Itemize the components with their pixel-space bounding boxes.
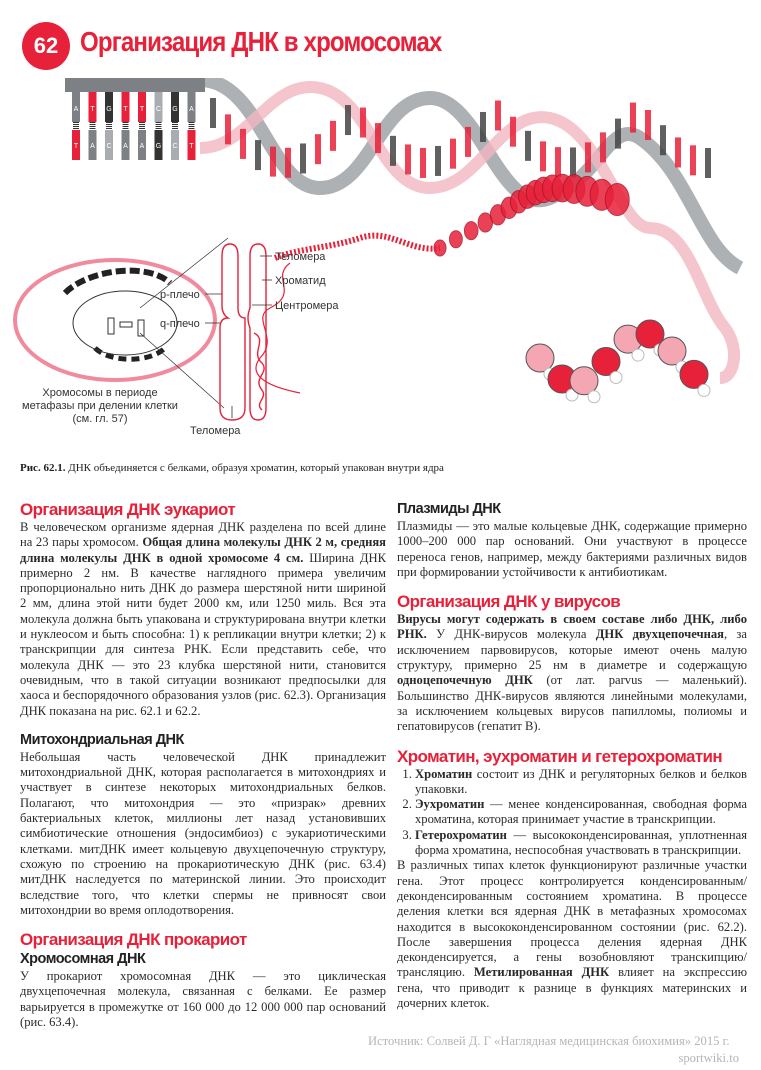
label-centromere: Центромера xyxy=(275,300,339,312)
base-pair-rung xyxy=(420,148,426,178)
base-pair-rung xyxy=(660,125,666,155)
base-letter: T xyxy=(189,143,194,150)
label-p-arm: p-плечо xyxy=(160,289,200,301)
label-telomere-bottom: Теломера xyxy=(190,425,241,437)
definition: — менее конденсированная, свободная форма хроматина, которая принимает участие в транскрипции. xyxy=(415,797,747,827)
list-item xyxy=(415,797,747,828)
base-letter: A xyxy=(123,143,128,150)
list-item xyxy=(415,767,747,798)
base-pair-rung xyxy=(255,140,261,170)
base-letter: T xyxy=(139,106,145,113)
base-letter: T xyxy=(90,106,95,113)
heading-chromatin: Хроматин, эухроматин и гетерохроматин xyxy=(397,746,723,766)
paragraph-mitochondrial: Небольшая часть человеческой ДНК принадлежит митохондриальной ДНК, которая располагается в митохондриях и участвует в синтезе некоторых митохондриальных белков. Полагают, что митохондрия — это «призрак» древних бактериальных клеток, миллионы лет назад установивших симбиотические отношения (эндосимбиоз) с эукариотическими клетками. митДНК имеет кольцевую двухцепочечную структуру, схожую по строению на прокариотическую ДНК (рис. 63.4) митДНК наследуется по материнской линии. Это происходит вследствие того, что клетки спермы не привносят свои митохондрии во время оплодотворения. xyxy=(20,749,386,917)
text: Ширина ДНК примерно 2 нм. В качестве наглядного примера увеличим пропорционально нить ДНК до размера шерстяной нити шириной 2 мм, длина этой нити будет 2000 км, или 1250 миль. Вся эта молекула должна быть упакована и структурирована внутри клетки и нуклеосом и быть способна: 1) к репликации внутри клетки; 2) к транскрипции для синтеза РНК. Если представить себе, что молекула ДНК — это 23 клубка шерстяной нити, становится очевидным, что в такой ситуации возникают предпосылки для хаоса и беспорядочного образования узлов (рис. 62.3). Организация ДНК показана на рис. 62.1 и 62.2. xyxy=(20,550,386,718)
paragraph-chromatin xyxy=(397,858,747,1011)
heading-chromosomal-dna: Хромосомная ДНК xyxy=(20,951,146,968)
base-pair-rung xyxy=(315,134,321,164)
paragraph-eukaryote xyxy=(20,520,386,719)
base-pair-rung xyxy=(300,143,306,173)
base-letter: A xyxy=(90,143,95,150)
heading-mitochondrial-dna: Митохондриальная ДНК xyxy=(20,731,184,748)
base-pair-rung xyxy=(630,103,636,133)
heading-prokaryote-dna: Организация ДНК прокариот xyxy=(20,930,247,950)
bold-text: одноцепочечную ДНК xyxy=(397,673,533,688)
nucleosome-chain xyxy=(434,174,710,403)
text: (от лат. parvus — маленький). Большинство ДНК-вирусов являются линейными молекулами, за исключением кольцевых вирусов папилломы, полиомы и гепатовирусов (гепатит В). xyxy=(397,673,747,734)
base-pair-rung xyxy=(435,146,441,176)
nucleosome xyxy=(464,222,478,240)
base-pair-rung xyxy=(285,148,291,178)
base-pair-rung xyxy=(705,148,711,178)
linker-bead xyxy=(698,384,710,396)
base-pair-rung xyxy=(375,123,381,153)
label-q-arm: q-плечо xyxy=(160,318,200,330)
base-letter: A xyxy=(139,143,145,150)
base-pair-rung xyxy=(270,147,276,177)
right-column xyxy=(397,500,747,1011)
list-item xyxy=(415,828,747,859)
nucleosome xyxy=(605,183,629,215)
cell-caption-line2: метафазы при делении клетки xyxy=(22,400,178,412)
definition: — высококонденсированная, уплотненная форма хроматина, неспособная участвовать в транскрипции. xyxy=(415,827,747,858)
text: влияет на экспрессию гена, что приводит к разнице в функциях материнских и дочерних клеток. xyxy=(397,965,747,1011)
bold-text: Общая длина молекулы ДНК 2 м, средняя длина молекулы ДНК в одной хромосоме 4 см. xyxy=(20,535,386,565)
term: Гетерохроматин xyxy=(415,827,507,842)
linker-bead xyxy=(610,372,622,384)
nucleosome xyxy=(449,231,462,248)
bold-text: Метилированная ДНК xyxy=(473,965,610,980)
base-letter: C xyxy=(106,143,112,150)
base-pair-rung xyxy=(675,137,681,167)
chapter-number-badge: 62 xyxy=(22,22,70,70)
base-pair-rung xyxy=(690,145,696,175)
base-pair-rung xyxy=(330,121,336,151)
base-pair-rung xyxy=(345,105,351,135)
base-letter: T xyxy=(123,106,128,113)
base-pair-rung xyxy=(570,147,576,177)
base-pair-rung xyxy=(405,144,411,174)
figure-caption xyxy=(20,462,444,474)
term: Хроматин xyxy=(415,766,473,781)
base-letter: C xyxy=(172,143,178,150)
figure-caption-ref: Рис. 62.1. xyxy=(20,462,66,474)
linker-bead xyxy=(632,349,644,361)
base-pair-rung xyxy=(585,142,591,172)
cell-caption-line1: Хромосомы в периоде xyxy=(42,387,158,399)
base-letter: C xyxy=(155,106,162,113)
text: , за исключением парвовирусов, которые имеют очень малую структуру, примерно 25 нм в диаметре и содержащую xyxy=(397,627,747,673)
paragraph-virus xyxy=(397,612,747,734)
heading-plasmid-dna: Плазмиды ДНК xyxy=(397,501,501,517)
base-pair-rung xyxy=(360,108,366,138)
dna-backbone xyxy=(65,78,205,92)
base-pair-rung xyxy=(225,114,231,144)
base-pair-rung xyxy=(480,112,486,142)
base-pair-rung xyxy=(600,132,606,162)
text: У ДНК-вирусов молекула xyxy=(426,627,596,642)
base-pair-rung xyxy=(495,101,501,131)
left-column xyxy=(20,500,386,1030)
term: Эухроматин xyxy=(415,797,485,812)
base-pair-rung xyxy=(465,127,471,157)
text: В человеческом организме ядерная ДНК разделена по всей длине на 23 пары хромосом. xyxy=(20,520,386,550)
base-letter: A xyxy=(73,106,79,113)
bold-text: ДНК двухцепочечная xyxy=(595,627,724,642)
label-chromatid: Хроматид xyxy=(275,275,326,287)
linker-bead xyxy=(588,391,600,403)
dna-organization-figure xyxy=(0,78,761,458)
source-citation: Источник: Солвей Д. Г «Наглядная медицинская биохимия» 2015 г. xyxy=(368,1034,730,1048)
base-letter: G xyxy=(172,106,178,113)
base-pair-rung xyxy=(540,141,546,171)
page-title: Организация ДНК в хромосомах xyxy=(80,26,442,57)
base-pair-rung xyxy=(525,131,531,161)
definition: состоит из ДНК и регуляторных белков и белков упаковки. xyxy=(415,766,747,796)
base-pair-rung xyxy=(240,129,246,159)
base-letter: T xyxy=(73,143,79,150)
base-pair-rung xyxy=(615,119,621,149)
chromatin-list xyxy=(397,767,747,859)
base-pair-rung xyxy=(510,117,516,147)
paragraph-plasmid: Плазмиды — это малые кольцевые ДНК, содержащие примерно 1000–200 000 пар оснований. Они участвуют в процессе переноса генов, например, между бактериями различных видов при формировании устойчивости к антибиотикам. xyxy=(397,519,747,579)
heading-virus-dna: Организация ДНК у вирусов xyxy=(397,592,621,612)
cell-caption-line3: (см. гл. 57) xyxy=(72,413,128,425)
label-telomere-top: Теломера xyxy=(275,251,326,263)
site-watermark: sportwiki.to xyxy=(678,1051,739,1065)
base-letter: A xyxy=(189,106,194,113)
base-pair-rung xyxy=(390,136,396,166)
base-pair-rung xyxy=(450,139,456,169)
figure-caption-text: ДНК объединяется с белками, образуя хроматин, который упакован внутри ядра xyxy=(65,462,444,474)
bold-text: Вирусы могут содержать в своем составе либо ДНК, либо РНК. xyxy=(397,612,747,642)
paragraph-chromosomal: У прокариот хромосомная ДНК — это циклическая двухцепочечная молекула, связанная с белками. Ее размер варьируется в промежутке от 160 000 до 12 000 000 пар оснований (рис. 63.4). xyxy=(20,969,386,1030)
chromosome-illustration xyxy=(220,244,266,420)
base-letter: G xyxy=(155,143,162,150)
base-pair-rung xyxy=(645,110,651,140)
base-pair-rung xyxy=(210,98,216,128)
base-letter: G xyxy=(106,106,112,113)
heading-eukaryote-dna: Организация ДНК эукариот xyxy=(20,500,236,519)
text: В различных типах клеток функционируют различные участки гена. Этот процесс контролируется конденсированным/деконденсированным состоянием хроматина. В процессе деления клетки вся ядерная ДНК в метафазных хромосомах находится в высококонденсированном состоянии (рис. 62.2). После завершения процесса деления ядерная ДНК деконденсируется, а гены возобновляют транскипцию/трансляцию. xyxy=(397,858,747,980)
base-pair-rung xyxy=(555,147,561,177)
